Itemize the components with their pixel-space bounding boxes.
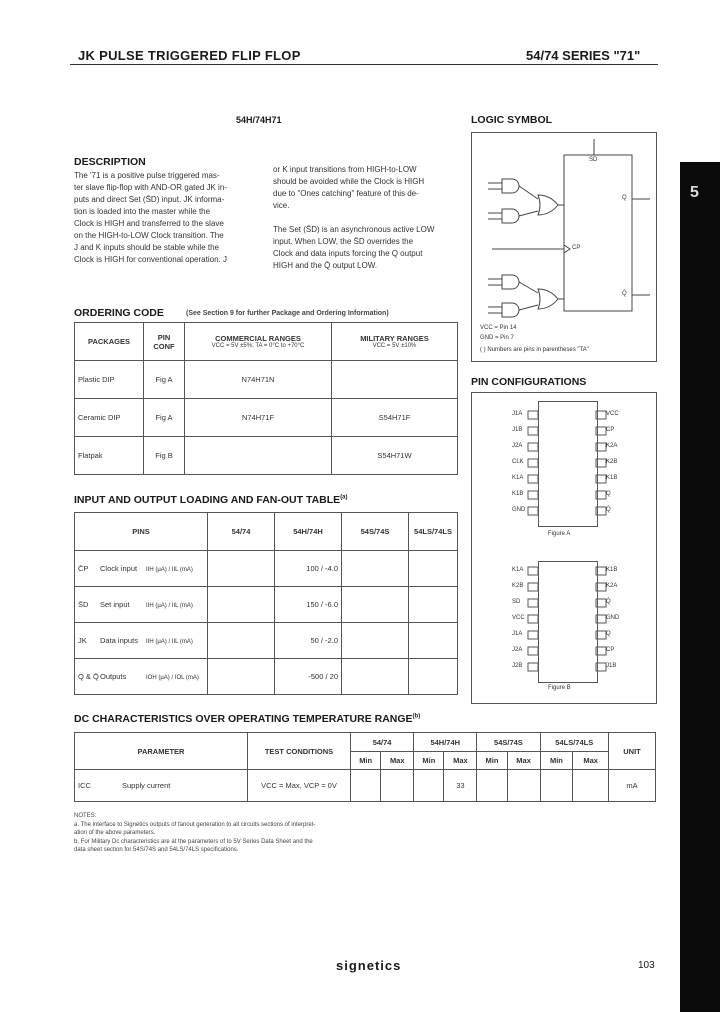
pin-label: K2B <box>606 459 618 465</box>
cell <box>332 361 458 399</box>
col-54s74s: 54S/74S <box>477 733 540 752</box>
ordering-heading: ORDERING CODE <box>74 307 164 319</box>
min: Min <box>414 752 444 770</box>
pin-label: J1B <box>512 427 523 433</box>
description-line: should be avoided while the Clock is HIGH <box>273 177 425 186</box>
cell <box>208 659 275 695</box>
part-number: 54H/74H71 <box>236 115 282 125</box>
dc-sup: (b) <box>412 713 421 720</box>
cell <box>409 587 458 623</box>
table-row <box>75 361 458 399</box>
cell: mA <box>609 770 656 802</box>
side-tab-number: 5 <box>690 184 699 201</box>
pin-label: J1A <box>512 411 523 417</box>
description-heading: DESCRIPTION <box>74 156 146 168</box>
pin-params: IIH (µA) / IIL (mA) <box>146 603 193 609</box>
col-5474: 54/74 <box>208 513 275 551</box>
pin-label: J2A <box>512 443 523 449</box>
pin-symbol: JK <box>78 636 87 645</box>
pin-label: K2B <box>512 583 524 589</box>
notes-title: NOTES: <box>74 813 97 819</box>
pin-name: Outputs <box>100 672 127 681</box>
max: Max <box>381 752 414 770</box>
loading-table <box>74 512 458 695</box>
description-line <box>273 212 463 224</box>
cell <box>342 551 409 587</box>
pin-label: K1B <box>606 475 618 481</box>
pin-name: Set input <box>100 600 130 609</box>
description-line: tion is loaded into the master while the <box>74 207 211 216</box>
pin-label: K2A <box>606 583 618 589</box>
description-col2 <box>273 164 463 272</box>
note-line: a. The interface to Signetics outputs of fanout generation to all circuits sections of interpret- <box>74 821 316 828</box>
cell <box>409 551 458 587</box>
cell: S54H71W <box>332 437 458 475</box>
logic-caption: ( ) Numbers are pins in parentheses "TA" <box>480 347 589 353</box>
page-header-title: JK PULSE TRIGGERED FLIP FLOP <box>78 48 301 63</box>
cell: Fig A <box>144 361 185 399</box>
pin-params: IOH (µA) / IOL (mA) <box>146 675 199 681</box>
pin-label: K1A <box>512 567 524 573</box>
commercial-label: COMMERCIAL RANGES <box>215 334 301 343</box>
pin-params: IIH (µA) / IIL (mA) <box>146 567 193 573</box>
military-conditions: VCC = 5V ±10% <box>372 343 417 349</box>
cell <box>208 587 275 623</box>
military-label: MILITARY RANGES <box>360 334 429 343</box>
cell <box>414 770 444 802</box>
col-54s74s: 54S/74S <box>342 513 409 551</box>
description-line: The Set (S̄D) is an asynchronous active LOW <box>273 225 435 234</box>
pin-config-heading: PIN CONFIGURATIONS <box>471 376 587 388</box>
notes <box>74 812 394 855</box>
col-commercial <box>185 323 332 361</box>
pin-label: K2A <box>606 443 618 449</box>
table-row <box>75 399 458 437</box>
dc-heading <box>74 713 420 725</box>
pin-label: K1B <box>606 567 618 573</box>
cell: Fig A <box>144 399 185 437</box>
logic-symbol-heading: LOGIC SYMBOL <box>471 114 553 126</box>
param-name: Supply current <box>122 781 171 790</box>
description-line: vice. <box>273 201 290 210</box>
pin-label: J2B <box>512 663 523 669</box>
cell: Ceramic DIP <box>75 399 144 437</box>
cell: S54H71F <box>332 399 458 437</box>
loading-sup: (a) <box>340 494 348 501</box>
description-line: ter slave flip-flop with AND-OR gated JK in- <box>74 183 227 192</box>
logic-symbol-frame <box>471 132 657 362</box>
description-col1 <box>74 170 264 266</box>
pin-label: VCC <box>606 411 619 417</box>
cell <box>409 623 458 659</box>
cell <box>208 623 275 659</box>
cell <box>75 551 208 587</box>
col-54ls74ls: 54LS/74LS <box>409 513 458 551</box>
pin-label: GND <box>512 507 526 513</box>
cell: N74H71N <box>185 361 332 399</box>
cell <box>477 770 507 802</box>
cell: VCC = Max, VCP = 0V <box>248 770 351 802</box>
header-rule <box>70 64 658 65</box>
pin-label: K1A <box>512 475 524 481</box>
table-row <box>75 770 656 802</box>
pin-config-frame <box>471 392 657 704</box>
cell: Plastic DIP <box>75 361 144 399</box>
cell <box>381 770 414 802</box>
pin-symbol: S̄D <box>78 600 89 609</box>
max: Max <box>444 752 477 770</box>
cell: -500 / 20 <box>275 659 342 695</box>
page-number: 103 <box>638 960 655 971</box>
pin-label: Q <box>606 491 611 497</box>
cell <box>75 623 208 659</box>
pin-symbol: C̄P <box>78 564 89 573</box>
loading-heading <box>74 494 348 506</box>
description-line: J and K inputs should be stable while the <box>74 243 219 252</box>
cell <box>573 770 609 802</box>
page-header-series: 54/74 SERIES "71" <box>526 48 641 63</box>
pin-label: CLK <box>512 459 524 465</box>
pin-params: IIH (µA) / IIL (mA) <box>146 639 193 645</box>
pin-stubs <box>472 393 656 703</box>
sd-label: SD <box>589 157 598 163</box>
table-row <box>75 623 458 659</box>
description-line: The '71 is a positive pulse triggered mas- <box>74 171 220 180</box>
pin-label: GND <box>606 615 620 621</box>
pin-label: Q̄ <box>606 507 611 513</box>
cell <box>342 623 409 659</box>
description-line: Clock is HIGH and transferred to the slave <box>74 219 224 228</box>
col-5474: 54/74 <box>351 733 414 752</box>
cell <box>75 587 208 623</box>
note-line: data sheet section for 54S/74S and 54LS/74LS specifications. <box>74 847 239 853</box>
pin-label: J1A <box>512 631 523 637</box>
description-line: on the HIGH-to-LOW Clock transition. The <box>74 231 224 240</box>
description-line: due to "Ones catching" feature of this de- <box>273 189 419 198</box>
figure-a-caption: Figure A <box>548 531 571 537</box>
cell: 50 / -2.0 <box>275 623 342 659</box>
brand-logo: signetics <box>336 958 402 973</box>
dc-table <box>74 732 656 802</box>
pin-label: Q <box>606 631 611 637</box>
commercial-conditions: VCC = 5V ±5%; TA = 0°C to +70°C <box>211 343 305 349</box>
cell <box>208 551 275 587</box>
min: Min <box>351 752 381 770</box>
pin-label: SD <box>512 599 521 605</box>
pin-label: J1B <box>606 663 617 669</box>
col-54h74h: 54H/74H <box>275 513 342 551</box>
description-line: HIGH and the Q̄ output LOW. <box>273 261 378 270</box>
cell: N74H71F <box>185 399 332 437</box>
col-parameter: PARAMETER <box>75 733 248 770</box>
ordering-note: (See Section 9 for further Package and Ordering Information) <box>186 310 389 317</box>
cell: 33 <box>444 770 477 802</box>
col-54ls74ls: 54LS/74LS <box>540 733 608 752</box>
pin-label: K1B <box>512 491 524 497</box>
note-line: b. For Military Dc characteristics are at the parameters of to 5V Series Data Sheet and the <box>74 838 313 845</box>
description-line: puts and direct Set (S̄D) input. JK informa- <box>74 195 225 204</box>
col-pin-conf: PIN CONF <box>144 323 185 361</box>
cell <box>185 437 332 475</box>
pin-name: Clock input <box>100 564 138 573</box>
min: Min <box>477 752 507 770</box>
cell <box>75 659 208 695</box>
cell <box>540 770 573 802</box>
dc-heading-text: DC CHARACTERISTICS OVER OPERATING TEMPERATURE RANGE <box>74 713 413 725</box>
cell: Fig B <box>144 437 185 475</box>
q-label: Q <box>622 195 627 201</box>
min: Min <box>540 752 573 770</box>
cell: Flatpak <box>75 437 144 475</box>
description-line: input. When LOW, the S̄D overrides the <box>273 237 414 246</box>
cell <box>409 659 458 695</box>
pin-name: Data inputs <box>100 636 138 645</box>
figure-b-caption: Figure B <box>548 685 571 691</box>
cp-label: CP <box>572 245 581 251</box>
side-tab-bar <box>680 162 720 1012</box>
loading-heading-text: INPUT AND OUTPUT LOADING AND FAN-OUT TABLE <box>74 494 341 506</box>
pin-label: CP <box>606 427 615 433</box>
cell <box>351 770 381 802</box>
col-unit: UNIT <box>609 733 656 770</box>
cell: 100 / -4.0 <box>275 551 342 587</box>
cell: 150 / -6.0 <box>275 587 342 623</box>
col-military <box>332 323 458 361</box>
cell <box>507 770 540 802</box>
pin-label: VCC <box>512 615 525 621</box>
table-row <box>75 659 458 695</box>
vcc-note: VCC = Pin 14 <box>480 325 517 331</box>
gnd-note: GND = Pin 7 <box>480 335 514 341</box>
pin-label: J2A <box>512 647 523 653</box>
cell <box>75 770 248 802</box>
ordering-table <box>74 322 458 475</box>
note-line: ation of the above parameters. <box>74 830 156 836</box>
cell <box>342 587 409 623</box>
description-line: Clock and data inputs forcing the Q output <box>273 249 423 258</box>
max: Max <box>507 752 540 770</box>
cell <box>342 659 409 695</box>
max: Max <box>573 752 609 770</box>
col-test-conditions: TEST CONDITIONS <box>248 733 351 770</box>
qbar-label: Q̄ <box>622 291 627 297</box>
pin-label: CP <box>606 647 615 653</box>
col-packages: PACKAGES <box>75 323 144 361</box>
col-54h74h: 54H/74H <box>414 733 477 752</box>
table-row <box>75 587 458 623</box>
table-row <box>75 551 458 587</box>
table-row <box>75 437 458 475</box>
description-line: or K input transitions from HIGH-to-LOW <box>273 165 417 174</box>
pin-symbol: Q & Q̄ <box>78 672 99 681</box>
param-symbol: ICC <box>78 781 91 790</box>
col-pins: PINS <box>75 513 208 551</box>
pin-label: Q̄ <box>606 599 611 605</box>
description-line: Clock is HIGH for conventional operation. J <box>74 255 227 264</box>
